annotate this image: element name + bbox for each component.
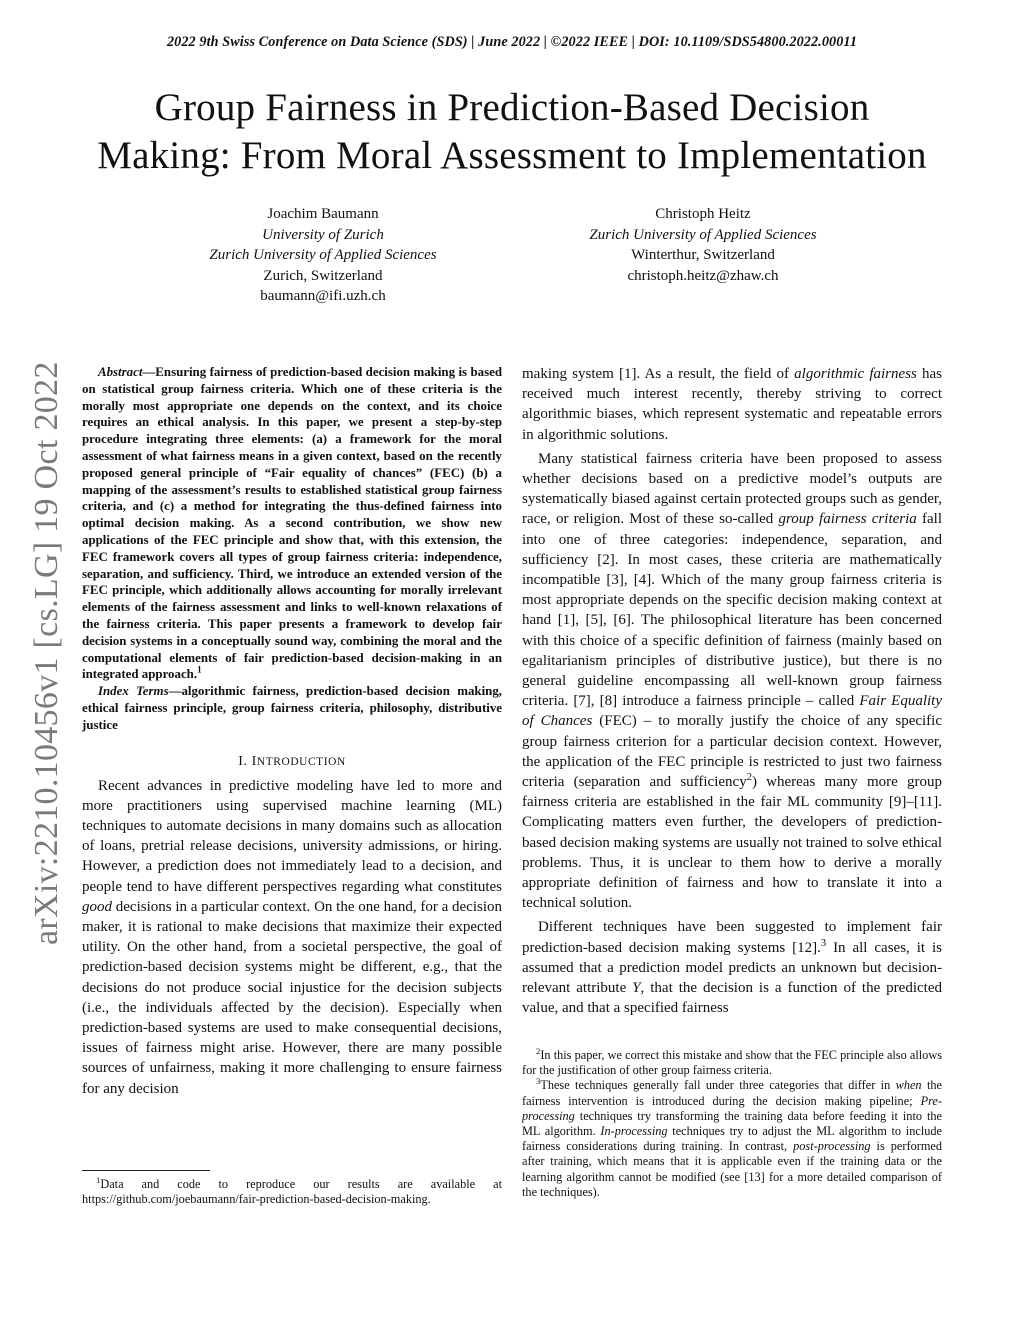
- footnote-mark: 1: [96, 1174, 101, 1185]
- text-run: the fairness intervention is introduced during the decision making pipeline;: [522, 1078, 942, 1108]
- math-variable: Y: [632, 980, 641, 997]
- text-run: Recent advances in predictive modeling have led to more and more practitioners using supervised machine learning (ML) techniques to automate decisions in many domains such as allocation of loans, pretrial release decisions, university admissions, or hiring. However, a prediction does not immediately lead to a decision, and people tend to have different perspectives regarding what constitutes: [82, 777, 502, 895]
- emphasis: post-processing: [793, 1139, 871, 1154]
- footnotes-right: [522, 1045, 943, 1200]
- author-affiliation: Zurich University of Applied Sciences: [209, 247, 437, 263]
- text-run: fall into one of three categories: independence, separation, and sufficiency [2]. In most cases, these criteria are mathematically incompatible [3], [4]. Which of the many group fairness criteria is most appropriate depends on the specific decision making context at hand [1], [5], [6]. The philosophical literature has been concerned with this choice of a specific definition of fairness (mainly based on egalitarianism principles of distributive justice), but there is no general guideline encompassing all well-known group fairness criteria. [7], [8] introduce a fairness principle – called: [522, 511, 942, 710]
- abstract-label: Abstract: [98, 365, 143, 379]
- footnote-mark: 3: [536, 1076, 541, 1087]
- author-block-1: [168, 204, 478, 307]
- author-affiliation: Zurich University of Applied Sciences: [589, 226, 817, 243]
- footnote-3: [522, 1078, 942, 1200]
- footnote-mark: 3: [820, 937, 827, 949]
- author-location: Winterthur, Switzerland: [631, 247, 775, 263]
- left-column: [82, 364, 502, 1099]
- paper-title: [40, 84, 984, 180]
- author-name: Joachim Baumann: [267, 206, 379, 222]
- intro-paragraph-2: [522, 449, 942, 914]
- footnote-mark: 1: [197, 665, 202, 676]
- author-email: baumann@ifi.uzh.ch: [260, 288, 386, 304]
- footnote-mark: 2: [746, 772, 752, 784]
- text-run: techniques try to adjust the ML algorithm to include fairness considerations during training. In contrast,: [522, 1124, 943, 1154]
- text-run: has received much interest recently, thereby striving to correct algorithmic biases, which represent systematic and repeatable errors in algorithmic solutions.: [522, 366, 942, 443]
- section-title-rest: NTRODUCTION: [256, 755, 346, 768]
- abstract: [82, 364, 502, 683]
- footnote-mark: 2: [536, 1045, 541, 1056]
- intro-paragraph-1: [82, 776, 502, 1099]
- emphasis: group fairness criteria: [778, 511, 917, 528]
- text-run: These techniques generally fall under three categories that differ in: [540, 1078, 896, 1093]
- intro-paragraph-1-cont: [522, 364, 942, 445]
- author-block-2: [548, 204, 858, 286]
- author-name: Christoph Heitz: [655, 206, 751, 222]
- text-run: techniques try transforming the training data before feeding it into the ML algorithm.: [522, 1108, 942, 1139]
- intro-paragraph-3: [522, 917, 942, 1018]
- emphasis: Fair Equality of Chances: [522, 693, 942, 730]
- footnotes-left: [82, 1170, 502, 1207]
- conference-header: 2022 9th Swiss Conference on Data Science (SDS) | June 2022 | ©2022 IEEE | DOI: 10.1109/SDS54800.2022.00011: [166, 34, 858, 50]
- text-run: Many statistical fairness criteria have been proposed to assess whether decisions based on a predictive model’s outputs are systematically biased against certain protected groups such as gender, race, or religion. Most of these so-called: [522, 450, 942, 528]
- author-location: Zurich, Switzerland: [263, 267, 383, 284]
- index-terms: [82, 683, 502, 733]
- title-line-1: Group Fairness in Prediction-Based Decision: [154, 86, 870, 129]
- author-affiliation: University of Zurich: [262, 226, 384, 243]
- text-run: is performed after training, which means that it is applicable even if the training data or the learning algorithm cannot be modified (see [13] for a more detailed comparison of the techniques).: [522, 1139, 942, 1199]
- right-column: [522, 364, 942, 1019]
- title-line-2: Making: From Moral Assessment to Implementation: [97, 134, 927, 177]
- text-run: , that the decision is a function of the predicted value, and that a specified fairness: [522, 980, 942, 1017]
- section-title-initial: I: [251, 753, 257, 769]
- text-run: Different techniques have been suggested to implement fair prediction-based decision making systems [12].: [522, 919, 942, 956]
- footnote-text: In this paper, we correct this mistake and show that the FEC principle also allows for the justification of other group fairness criteria.: [522, 1048, 942, 1078]
- emphasis: algorithmic fairness: [794, 366, 917, 382]
- emphasis: In-processing: [600, 1124, 668, 1139]
- footnote-2: [522, 1045, 942, 1078]
- section-heading-introduction: [82, 754, 502, 770]
- text-run: ) whereas many more group fairness criteria are established in the fair ML community [9]–[11]. Complicating matters even further, the developers of prediction-based decision making systems are usually not trained to solve ethical problems. Thus, it is unclear to them how to derive a morally appropriate definition of fairness and how to translate it into a technical solution.: [522, 774, 942, 912]
- emphasis: when: [895, 1078, 922, 1093]
- section-number: I.: [238, 753, 252, 769]
- emphasis: good: [82, 898, 112, 915]
- footnote-text: Data and code to reproduce our results are available at https://github.com/joebaumann/fair-prediction-based-decision-making.: [82, 1177, 502, 1207]
- footnote-1: [82, 1174, 502, 1207]
- text-run: decisions in a particular context. On the one hand, for a decision maker, it is rational to make decisions that maximize their expected utility. On the other hand, from a societal perspective, the goal of prediction-based decision systems might be different, e.g., that the decisions do not produce social injustice for the decision subjects (i.e., the individuals affected by the decision). Especially when prediction-based systems are used to make consequential decisions, issues of fairness might arise. However, there are many possible sources of unfairness, making it more challenging to ensure fairness for any decision: [82, 898, 502, 1097]
- footnote-divider: [82, 1170, 210, 1171]
- index-terms-label: Index Terms: [98, 684, 169, 699]
- text-run: making system [1]. As a result, the field of: [522, 366, 795, 382]
- index-terms-text: —algorithmic fairness, prediction-based decision making, ethical fairness principle, group fairness criteria, philosophy, distributive justice: [82, 684, 502, 732]
- emphasis: Pre-processing: [522, 1093, 942, 1123]
- author-email: christoph.heitz@zhaw.ch: [627, 267, 779, 284]
- abstract-text: —Ensuring fairness of prediction-based decision making is based on statistical group fairness criteria. Which one of these criteria is the morally most appropriate one depends on the context, and its choice requires an ethical analysis. In this paper, we present a step-by-step procedure integrating three elements: (a) a framework for the moral assessment of what fairness means in a given context, based on the recently proposed general principle of “Fair equality of chances” (FEC) (b) a mapping of the assessment’s results to established statistical group fairness criteria, and (c) a method for integrating the thus-defined fairness into optimal decision making. As a second contribution, we show new applications of the FEC principle and show that, with this extension, the FEC framework covers all types of group fairness criteria: independence, separation, and sufficiency. Third, we introduce an extended version of the FEC principle, which additionally allows accounting for morally irrelevant elements of the fairness assessment and links to well-known relaxations of the fairness criteria. This paper presents a framework to develop fair decision systems in a conceptually sound way, combining the moral and the computational elements of fair prediction-based decision-making in an integrated approach.: [82, 365, 502, 682]
- text-run: In all cases, it is assumed that a prediction model predicts an unknown but decision-relevant attribute: [522, 939, 942, 997]
- text-run: (FEC) – to morally justify the choice of any specific group fairness criterion for a particular decision context. However, the application of the FEC principle is restricted to just two fairness criteria (separation and sufficiency: [522, 713, 943, 791]
- arxiv-identifier-stamp: arXiv:2210.10456v1 [cs.LG] 19 Oct 2022: [28, 361, 65, 945]
